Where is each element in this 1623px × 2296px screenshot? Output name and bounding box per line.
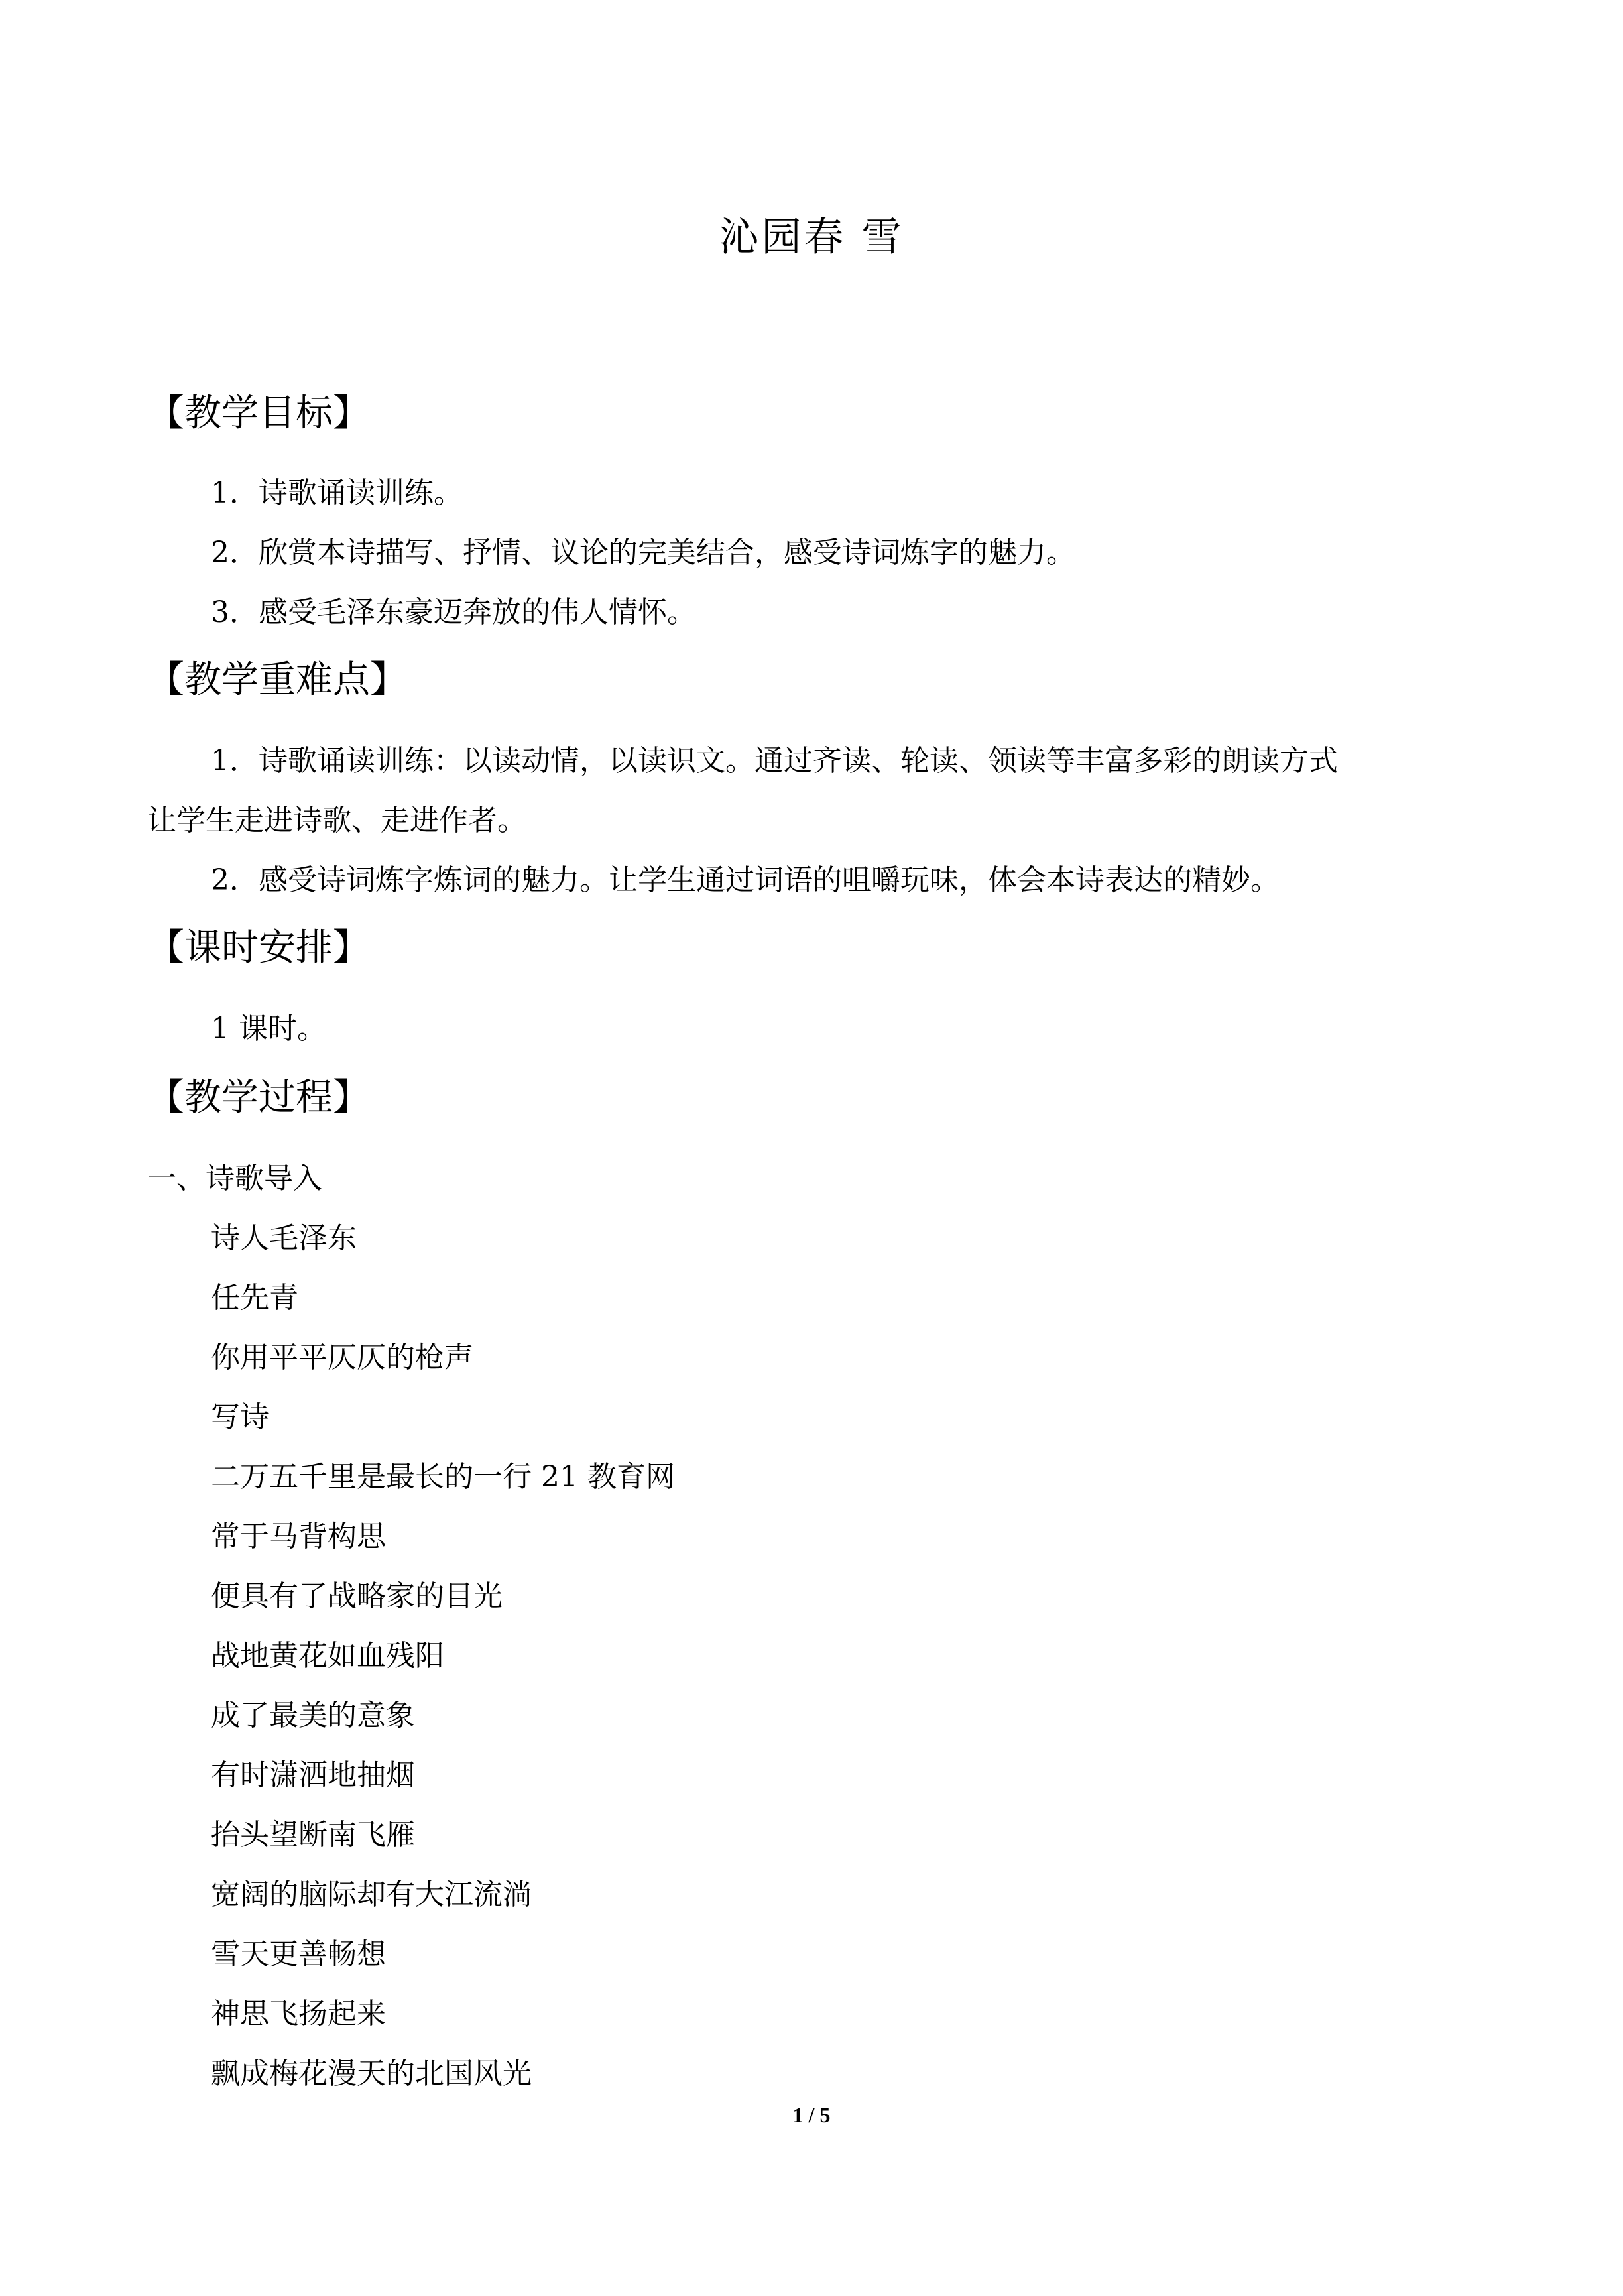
goal-item: 1．诗歌诵读训练。 <box>211 476 463 510</box>
goal-item: 2．欣赏本诗描写、抒情、议论的完美结合，感受诗词炼字的魅力。 <box>211 536 1075 570</box>
poem-line: 诗人毛泽东 <box>211 1221 357 1255</box>
section-heading-schedule: 【课时安排】 <box>147 926 370 969</box>
poem-line: 抬头望断南飞雁 <box>211 1818 415 1852</box>
key-point-item-1-line-2: 让学生走进诗歌、走进作者。 <box>147 804 526 837</box>
poem-line: 写诗 <box>211 1400 269 1434</box>
poem-line: 常于马背构思 <box>211 1520 386 1553</box>
document-title: 沁园春 雪 <box>719 214 904 261</box>
poem-line: 二万五千里是最长的一行 21 教育网 <box>211 1460 675 1494</box>
schedule-text: 1 课时。 <box>211 1012 326 1046</box>
poem-line: 便具有了战略家的目光 <box>211 1579 503 1613</box>
poem-line: 神思飞扬起来 <box>211 1997 386 2031</box>
poem-line: 宽阔的脑际却有大江流淌 <box>211 1878 532 1911</box>
goal-item: 3．感受毛泽东豪迈奔放的伟人情怀。 <box>211 595 696 629</box>
poem-line: 有时潇洒地抽烟 <box>211 1758 415 1792</box>
section-heading-key-points: 【教学重难点】 <box>147 658 407 701</box>
poem-line: 雪天更善畅想 <box>211 1937 386 1971</box>
process-subheading: 一、诗歌导入 <box>147 1162 322 1195</box>
poem-line: 战地黄花如血残阳 <box>211 1639 444 1673</box>
page-number: 1 / 5 <box>792 2103 831 2127</box>
section-heading-goals: 【教学目标】 <box>147 392 370 435</box>
section-heading-process: 【教学过程】 <box>147 1076 370 1119</box>
poem-line: 你用平平仄仄的枪声 <box>211 1341 473 1374</box>
poem-line: 成了最美的意象 <box>211 1699 415 1732</box>
poem-line: 飘成梅花漫天的北国风光 <box>211 2057 532 2090</box>
poem-line: 任先青 <box>211 1281 298 1315</box>
key-point-item-2: 2．感受诗词炼字炼词的魅力。让学生通过词语的咀嚼玩味，体会本诗表达的精妙。 <box>211 863 1280 897</box>
key-point-item-1-line-1: 1．诗歌诵读训练：以读动情，以读识文。通过齐读、轮读、领读等丰富多彩的朗读方式 <box>211 744 1338 778</box>
